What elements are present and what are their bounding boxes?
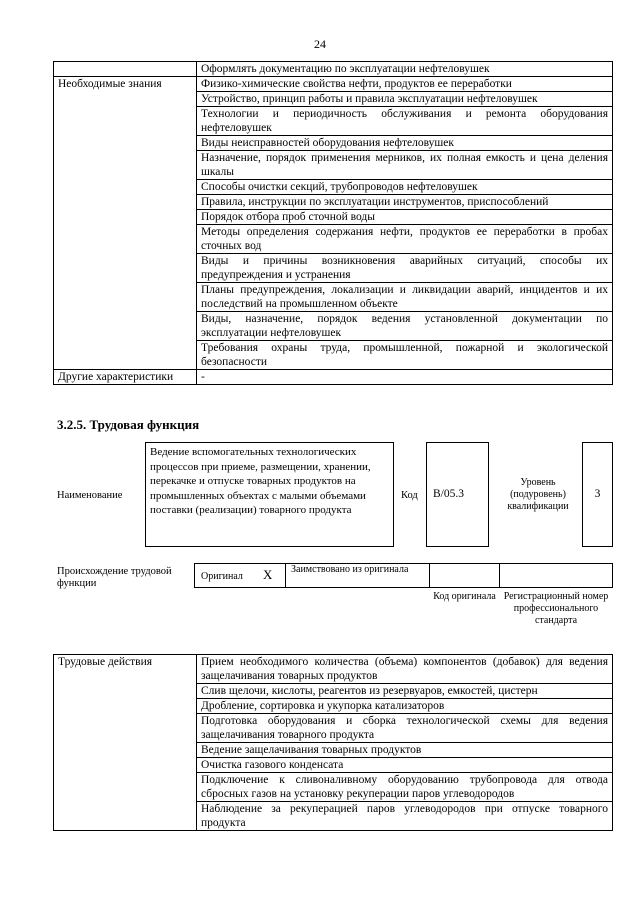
action-item: Дробление, сортировка и укупорка катализаторов (197, 699, 613, 714)
code-label: Код (401, 490, 418, 501)
level-box (582, 442, 613, 547)
name-label: Наименование (57, 490, 123, 501)
reg-number-label: Регистрационный номер профессионального стандарта (503, 591, 609, 626)
action-item: Очистка газового конденсата (197, 758, 613, 773)
code-box (426, 442, 489, 547)
qualification-level-label: Уровень (подуровень) квалификации (507, 477, 569, 512)
borrowed-cell (285, 563, 430, 588)
knowledge-item: Способы очистки секций, трубопроводов нефтеловушек (197, 180, 613, 195)
action-item: Прием необходимого количества (объема) компонентов (добавок) для ведения защелачивания товарных продуктов (197, 655, 613, 684)
actions-label: Трудовые действия (54, 655, 197, 831)
knowledge-item: Виды, назначение, порядок ведения установленной документации по эксплуатации нефтеловушек (197, 312, 613, 341)
level-value: 3 (594, 488, 601, 500)
section-heading: 3.2.5. Трудовая функция (57, 417, 200, 432)
page-number: 24 (314, 37, 326, 51)
other-characteristics-value: - (197, 370, 613, 385)
reg-number-cell (499, 563, 613, 588)
knowledge-table-blank (54, 62, 197, 77)
borrowed-label: Заимствовано из оригинала (291, 564, 409, 575)
original-mark: X (263, 567, 273, 582)
code-value: В/05.3 (433, 488, 464, 500)
name-value-box (145, 442, 394, 547)
knowledge-top-row: Оформлять документацию по эксплуатации нефтеловушек (197, 62, 613, 77)
knowledge-item: Устройство, принцип работы и правила эксплуатации нефтеловушек (197, 92, 613, 107)
knowledge-item: Назначение, порядок применения мерников, их полная емкость и цена деления шкалы (197, 151, 613, 180)
original-cell (194, 563, 286, 588)
original-label: Оригинал (201, 571, 243, 582)
original-code-label: Код оригинала (433, 591, 496, 602)
knowledge-item: Порядок отбора проб сточной воды (197, 210, 613, 225)
knowledge-item: Технологии и периодичность обслуживания и ремонта оборудования нефтеловушек (197, 107, 613, 136)
function-name: Ведение вспомогательных технологических процессов при приеме, размещении, хранении, перекачке и отпуске товарных продуктов на промышленных объектах с малыми объемами поставки (реализации) товарного продукта (150, 446, 371, 516)
knowledge-item: Физико-химические свойства нефти, продуктов ее переработки (197, 77, 613, 92)
action-item: Наблюдение за рекуперацией паров углеводородов при отпуске товарного продукта (197, 802, 613, 831)
actions-table (53, 654, 613, 831)
knowledge-item: Методы определения содержания нефти, продуктов ее переработки в пробах сточных вод (197, 225, 613, 254)
original-code-cell (429, 563, 500, 588)
knowledge-item: Виды неисправностей оборудования нефтеловушек (197, 136, 613, 151)
knowledge-label: Необходимые знания (54, 77, 197, 370)
action-item: Подготовка оборудования и сборка технологической схемы для ведения защелачивания товарного продукта (197, 714, 613, 743)
action-item: Ведение защелачивания товарных продуктов (197, 743, 613, 758)
knowledge-item: Планы предупреждения, локализации и ликвидации аварий, инцидентов и их последствий на промышленном объекте (197, 283, 613, 312)
action-item: Подключение к сливоналивному оборудованию трубопровода для отвода сбросных газов на установку рекуперации паров углеводородов (197, 773, 613, 802)
action-item: Слив щелочи, кислоты, реагентов из резервуаров, емкостей, цистерн (197, 684, 613, 699)
other-characteristics-label: Другие характеристики (54, 370, 197, 385)
knowledge-item: Виды и причины возникновения аварийных ситуаций, способы их предупреждения и устранения (197, 254, 613, 283)
knowledge-item: Требования охраны труда, промышленной, пожарной и экологической безопасности (197, 341, 613, 370)
knowledge-table (53, 61, 613, 385)
knowledge-item: Правила, инструкции по эксплуатации инструментов, приспособлений (197, 195, 613, 210)
origin-label: Происхождение трудовой функции (57, 566, 172, 589)
